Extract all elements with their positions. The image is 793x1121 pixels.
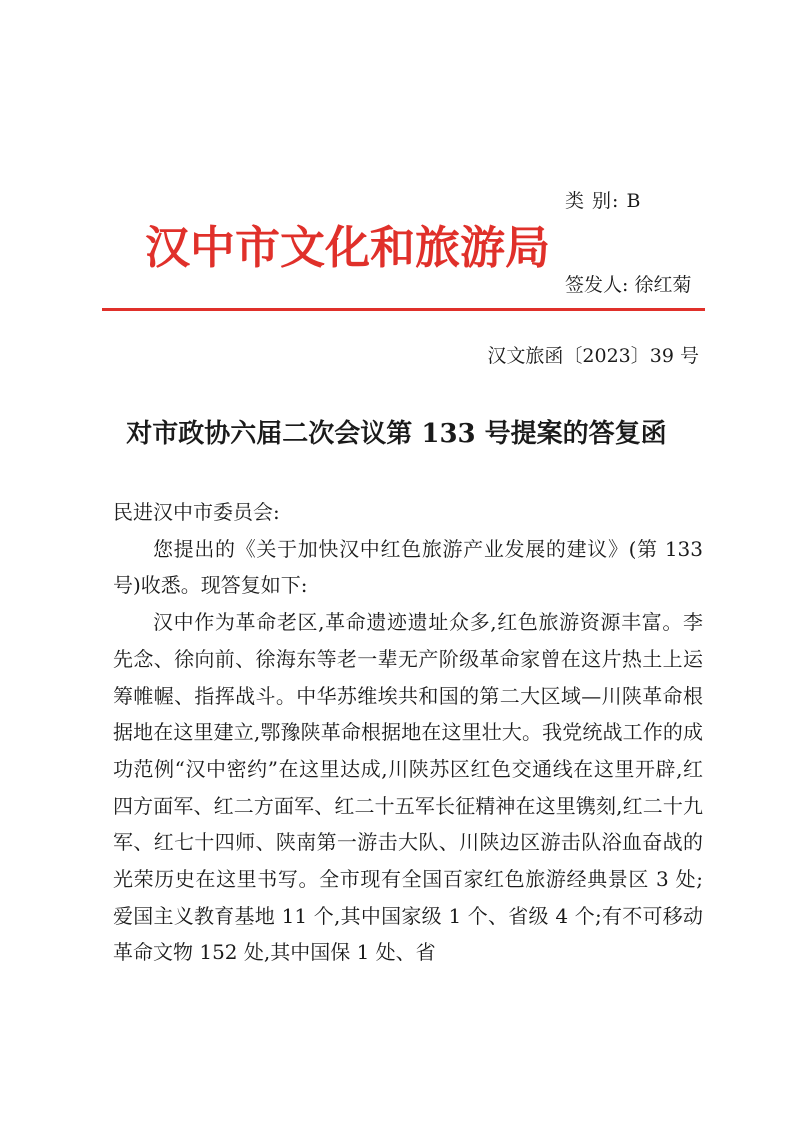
body-paragraph: 汉中作为革命老区,革命遗迹遗址众多,红色旅游资源丰富。李先念、徐向前、徐海东等老一辈无产阶级革命家曾在这片热土上运筹帷幄、指挥战斗。中华苏维埃共和国的第二大区域—川陕革命根据地在这里建立,鄂豫陕革命根据地在这里壮大。我党统战工作的成功范例“汉中密约”在这里达成,川陕苏区红色交通线在这里开辟,红四方面军、红二方面军、红二十五军长征精神在这里镌刻,红二十九军、红七十四师、陕南第一游击大队、川陕边区游击队浴血奋战的光荣历史在这里书写。全市现有全国百家红色旅游经典景区 3 处;爱国主义教育基地 11 个,其中国家级 1 个、省级 4 个;有不可移动革命文物 152 处,其中国保 1 处、省 xyxy=(113,610,703,965)
salutation: 民进汉中市委员会: xyxy=(113,500,280,524)
body-paragraph: 您提出的《关于加快汉中红色旅游产业发展的建议》(第 133 号)收悉。现答复如下: xyxy=(113,536,703,598)
header-divider xyxy=(102,308,705,311)
signer-label: 签发人: 徐红菊 xyxy=(565,274,692,296)
issuing-organization-title: 汉中市文化和旅游局 xyxy=(145,221,551,274)
category-label: 类 别: B xyxy=(565,190,642,212)
document-body xyxy=(113,494,703,971)
document-title: 对市政协六届二次会议第 133 号提案的答复函 xyxy=(126,419,667,449)
document-number: 汉文旅函〔2023〕39 号 xyxy=(487,345,699,367)
